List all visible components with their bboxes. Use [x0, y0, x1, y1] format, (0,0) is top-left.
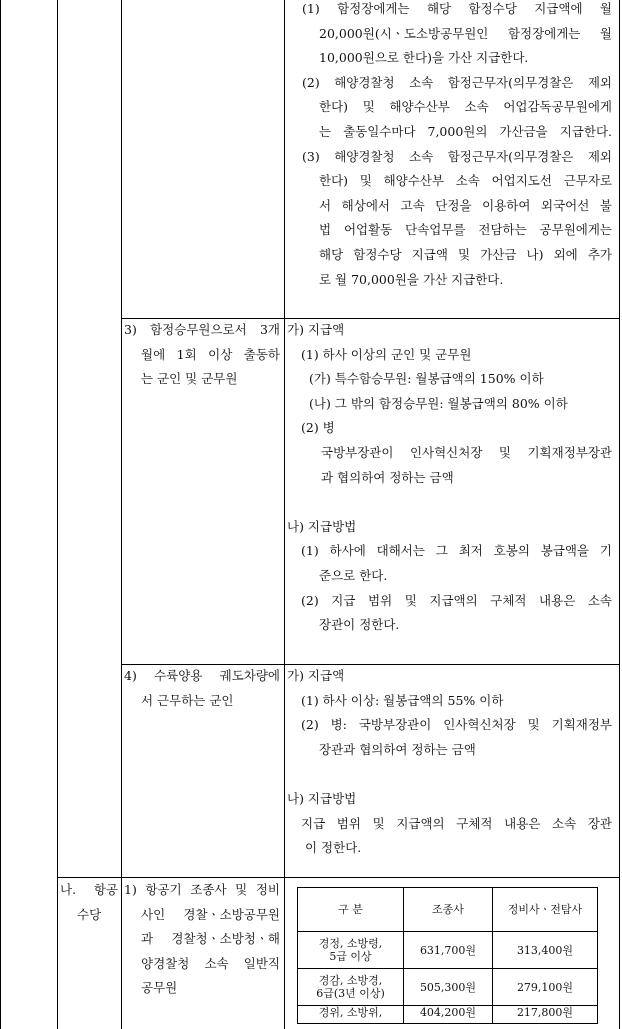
pilot-amount: 505,300원	[404, 969, 493, 1006]
text-line: 20,000원(시ㆍ도소방공무원인 함정장에게는 월	[319, 25, 612, 41]
text-line: 월에 1회 이상 출동하	[141, 346, 280, 362]
border-right	[619, 0, 620, 1029]
text-line: 한다) 및 해양수산부 소속 어업감독공무원에게	[319, 99, 612, 115]
text-line: 과 경찰청ㆍ소방청ㆍ해	[141, 931, 280, 947]
grade-cell: 경정, 소방령, 5급 이상	[298, 932, 404, 969]
text-line: 가) 지급액	[287, 322, 345, 337]
text-line: 는 출동일수마다 7,000원의 가산금을 지급한다.	[319, 123, 612, 139]
aviation-category-cell	[60, 878, 118, 927]
border-col1	[57, 0, 58, 1029]
aviation-rate-table	[297, 887, 598, 1024]
text-line: (2) 병: 국방부장관이 인사혁신처장 및 기획재정부	[301, 717, 612, 733]
header-category: 구 분	[298, 888, 404, 932]
hull-allowance-extra-cell	[302, 0, 612, 292]
header-mechanic: 정비사ㆍ전탐사	[493, 888, 598, 932]
text-line: (2) 지급 범위 및 지급액의 구체적 내용은 소속	[301, 592, 612, 608]
border-left	[0, 0, 1, 1029]
text-line: 해당 함정수당 지급액 및 가산금 나) 외에 추가	[319, 246, 612, 262]
grade-cell: 경감, 소방경, 6급(3년 이상)	[298, 969, 404, 1006]
text-line: (2) 병	[301, 420, 335, 436]
text-line: 수당	[77, 906, 102, 922]
text-line: 이 정한다.	[305, 840, 362, 856]
text-line: (3) 해양경찰청 소속 함정근무자(의무경찰은 제외	[302, 148, 612, 164]
text-line: 나) 지급방법	[287, 790, 357, 806]
text-line: 공무원	[141, 980, 178, 996]
blank-line	[287, 762, 612, 787]
text-line: 나. 항공	[60, 882, 118, 897]
text-line: 서 해상에서 고속 단정을 이용하여 외국어선 불	[319, 197, 612, 213]
text-line: 4) 수륙양용 궤도차량에	[124, 668, 280, 683]
text-line: (나) 그 밖의 함정승무원: 월봉급액의 80% 이하	[309, 395, 568, 411]
text-line: 3) 함정승무원으로서 3개	[124, 322, 280, 337]
grade-cell: 경위, 소방위,	[298, 1006, 404, 1024]
pilot-amount: 404,200원	[404, 1006, 493, 1024]
mechanic-amount: 279,100원	[493, 969, 598, 1006]
text-line: 10,000원으로 한다)을 가산 지급한다.	[319, 50, 529, 66]
table-row	[298, 1006, 598, 1024]
text-line: 로 월 70,000원을 가산 지급한다.	[319, 271, 504, 287]
text-line: 나) 지급방법	[287, 518, 357, 534]
aviation-target-cell	[124, 878, 280, 1001]
text-line: (1) 함정장에게는 해당 함정수당 지급액에 월	[302, 1, 612, 16]
text-line: (가) 특수함승무원: 월봉급액의 150% 이하	[309, 371, 544, 387]
text-line: 과 협의하여 정하는 금액	[321, 469, 454, 485]
pilot-amount: 631,700원	[404, 932, 493, 969]
border-col2	[121, 0, 122, 1029]
text-line: 서 근무하는 군인	[141, 692, 234, 708]
text-line: 가) 지급액	[287, 668, 345, 683]
mechanic-amount: 217,800원	[493, 1006, 598, 1024]
row3-target-cell	[124, 318, 280, 392]
text-line: (2) 해양경찰청 소속 함정근무자(의무경찰은 제외	[302, 74, 612, 90]
text-line: 1) 항공기 조종사 및 정비	[124, 882, 280, 897]
table-row	[298, 969, 598, 1006]
text-line: 는 군인 및 군무원	[141, 371, 238, 387]
text-line: 한다) 및 해양수산부 소속 어업지도선 근무자로	[319, 173, 612, 189]
row3-content-cell	[287, 318, 612, 638]
table-row	[298, 932, 598, 969]
text-line: 국방부장관이 인사혁신처장 및 기획재정부장관	[321, 444, 612, 460]
text-line: 장관과 협의하여 정하는 금액	[319, 741, 476, 757]
border-col3	[284, 0, 285, 1029]
text-line: (1) 하사 이상: 월봉급액의 55% 이하	[301, 692, 504, 708]
mechanic-amount: 313,400원	[493, 932, 598, 969]
row4-content-cell	[287, 664, 612, 861]
text-line: (1) 하사에 대해서는 그 최저 호봉의 봉급액을 기	[301, 543, 612, 559]
row4-target-cell	[124, 664, 280, 713]
text-line: 준으로 한다.	[319, 567, 388, 583]
text-line: 지급 범위 및 지급액의 구체적 내용은 소속 장관	[301, 815, 612, 831]
text-line: 사인 경찰ㆍ소방공무원	[141, 906, 280, 922]
header-pilot: 조종사	[404, 888, 493, 932]
blank-line	[287, 490, 612, 515]
text-line: (1) 하사 이상의 군인 및 군무원	[301, 346, 472, 362]
text-line: 법 어업활동 단속업무를 전담하는 공무원에게는	[319, 222, 612, 238]
text-line: 양경찰청 소속 일반직	[141, 955, 280, 971]
text-line: 장관이 정한다.	[319, 617, 400, 633]
